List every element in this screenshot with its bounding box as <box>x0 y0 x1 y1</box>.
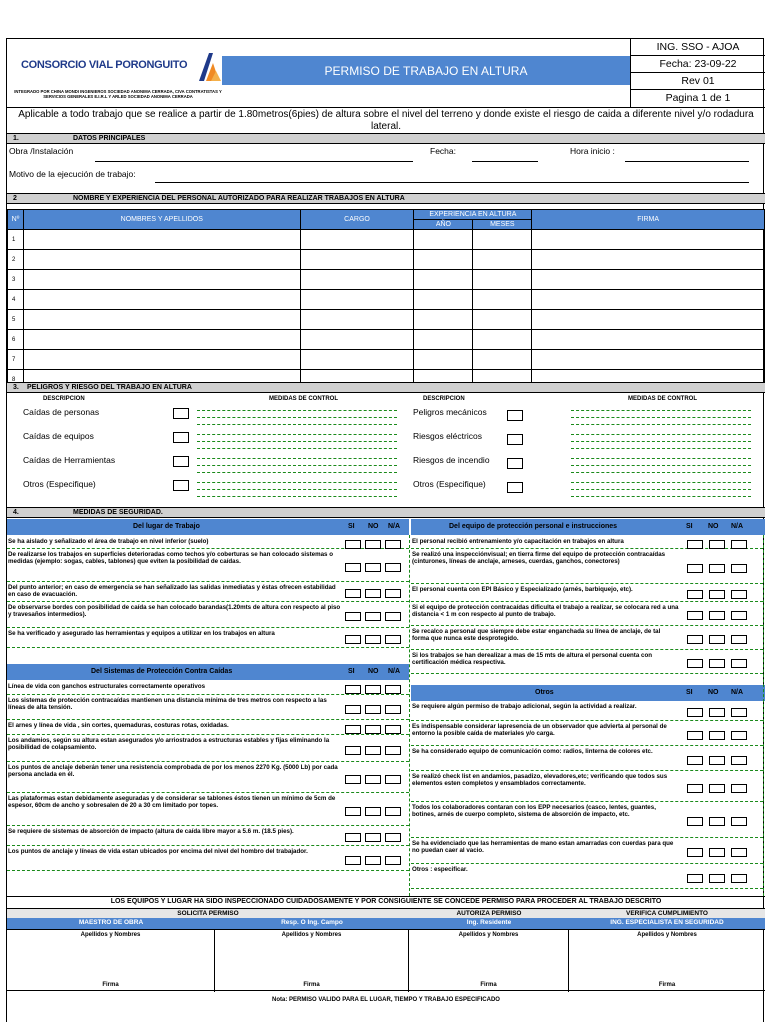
control-measure-line[interactable] <box>571 410 751 411</box>
na-checkbox[interactable] <box>731 564 747 573</box>
control-measure-line[interactable] <box>571 496 751 497</box>
hazard-checkbox[interactable] <box>173 456 189 467</box>
validity-note: Nota: PERMISO VALIDO PARA EL LUGAR, TIEMPO Y TRABAJO ESPECIFICADO <box>272 997 500 1003</box>
no-checkbox[interactable] <box>365 635 381 644</box>
meta-page: Pagina 1 de 1 <box>665 92 731 104</box>
company-logo <box>11 47 223 105</box>
no-checkbox[interactable] <box>709 784 725 793</box>
signature-box[interactable]: Apellidos y Nombres Firma <box>409 930 569 992</box>
na-checkbox[interactable] <box>385 589 401 598</box>
na-checkbox[interactable] <box>385 635 401 644</box>
control-measure-line[interactable] <box>571 458 751 459</box>
si-checkbox[interactable] <box>345 856 361 865</box>
proteccion-header: Del Sistemas de Protección Contra Caídas SI NO N/A <box>7 664 409 680</box>
no-checkbox[interactable] <box>709 874 725 883</box>
logo-mark-icon <box>189 49 223 83</box>
no-checkbox[interactable] <box>365 856 381 865</box>
hazard-label: Caídas de equipos <box>23 431 94 441</box>
measure-item: Si el equipo de protección contracaídas dificulta el trabajo a realizar, se colocara red a una distancia < 1 m con respecto al punto de trabajo. <box>411 602 763 626</box>
hazard-label: Caídas de Herramientas <box>23 455 116 465</box>
motivo-field[interactable] <box>155 182 749 183</box>
personnel-table <box>7 209 765 390</box>
col-firma: FIRMA <box>532 210 765 230</box>
measure-item: Si los trabajos se han derealizar a mas de 15 mts de altura el personal cuenta con certificación médica respectiva. <box>411 650 763 674</box>
measure-item: Se recalco a personal que siempre debe estar enganchada su línea de anclaje, de tal forma que nunca este desprotegido. <box>411 626 763 650</box>
col-names: NOMBRES Y APELLIDOS <box>23 210 300 230</box>
hora-field[interactable] <box>625 161 749 162</box>
hazard-checkbox[interactable] <box>173 408 189 419</box>
si-checkbox[interactable] <box>345 563 361 572</box>
no-checkbox[interactable] <box>709 848 725 857</box>
measure-item: Todos los colaboradores contaran con los EPP necesarios (casco, lentes, guantes, botines, arnés de cuerpo completo, sistema de absorción de impacto, etc. <box>411 802 763 838</box>
desc-header-right: DESCRIPCION <box>423 396 465 402</box>
hazard-checkbox[interactable] <box>507 458 523 469</box>
control-measure-line[interactable] <box>197 410 397 411</box>
na-checkbox[interactable] <box>385 746 401 755</box>
control-measure-line[interactable] <box>571 441 751 442</box>
no-checkbox[interactable] <box>709 731 725 740</box>
na-checkbox[interactable] <box>731 817 747 826</box>
section-3-title: PELIGROS Y RIESGO DEL TRABAJO EN ALTURA <box>27 384 192 391</box>
col-experience: EXPERIENCIA EN ALTURA <box>414 210 532 220</box>
medidas-header-right: MEDIDAS DE CONTROL <box>628 396 697 402</box>
na-checkbox[interactable] <box>731 874 747 883</box>
na-checkbox[interactable] <box>731 784 747 793</box>
no-checkbox[interactable] <box>365 685 381 694</box>
hazard-checkbox[interactable] <box>173 432 189 443</box>
control-measure-line[interactable] <box>197 496 397 497</box>
equipo-header: Del equipo de protección personal e instrucciones SI NO N/A <box>411 519 765 535</box>
si-checkbox[interactable] <box>687 708 703 717</box>
table-row: 7 <box>8 350 765 370</box>
na-checkbox[interactable] <box>385 705 401 714</box>
no-checkbox[interactable] <box>365 746 381 755</box>
na-checkbox[interactable] <box>731 590 747 599</box>
fecha-label: Fecha: <box>430 146 456 156</box>
table-row: 4 <box>8 290 765 310</box>
na-checkbox[interactable] <box>731 659 747 668</box>
no-checkbox[interactable] <box>709 708 725 717</box>
meta-revision: Rev 01 <box>631 73 765 90</box>
lugar-header: Del lugar de Trabajo SI NO N/A <box>7 519 409 535</box>
measure-item: De observarse bordes con posibilidad de caída se han colocado barandas(1.20mts de altura con respecto al piso y travesaños intermedios). <box>7 602 409 628</box>
control-measure-line[interactable] <box>197 465 397 466</box>
role-resp-campo: Resp. O Ing. Campo <box>281 919 343 926</box>
measure-item: Es indispensable considerar lapresencia de un observador que advierta al personal de entorno la posible caída de materiales y/o carga. <box>411 721 763 746</box>
hazard-label: Otros (Especifique) <box>413 479 486 489</box>
document-title: PERMISO DE TRABAJO EN ALTURA <box>222 56 630 85</box>
si-checkbox[interactable] <box>687 540 703 549</box>
no-checkbox[interactable] <box>365 807 381 816</box>
no-checkbox[interactable] <box>365 589 381 598</box>
section-4-title: MEDIDAS DE SEGURIDAD. <box>73 509 163 516</box>
hazard-checkbox[interactable] <box>173 480 189 491</box>
col-number: Nº <box>8 210 24 230</box>
signature-groups <box>7 908 765 918</box>
table-row: 1 <box>8 230 765 250</box>
col-months: MESES <box>473 220 532 230</box>
autoriza-label: AUTORIZA PERMISO <box>456 910 522 917</box>
permit-form <box>6 38 764 1022</box>
measure-item: Se realizó una inspecciónvisual; en tierra firme del equipo de protección contracaídas (cinturones, líneas de anclaje, arneses, cuerdas, ganchos, conectores) <box>411 549 763 584</box>
si-checkbox[interactable] <box>345 540 361 549</box>
role-residente: Ing. Residente <box>466 919 512 926</box>
measure-item: Se ha evidenciado que las herramientas de mano estan amarradas con cuerdas para que no puedan caer al vacio. <box>411 838 763 864</box>
control-measure-line[interactable] <box>197 458 397 459</box>
motivo-label: Motivo de la ejecución de trabajo: <box>9 169 136 179</box>
role-seguridad: ING. ESPECIALISTA EN SEGURIDAD <box>610 919 724 926</box>
measure-item: Los andamios, según su altura estan asegurados y/o arriostrados a estructuras estables y fijas eliminando la posibilidad de colapsamiento. <box>7 735 409 762</box>
si-checkbox[interactable] <box>345 725 361 734</box>
section-2-header: 2 NOMBRE Y EXPERIENCIA DEL PERSONAL AUTORIZADO PARA REALIZAR TRABAJOS EN ALTURA <box>7 193 765 204</box>
hazard-label: Riesgos de incendio <box>413 455 490 465</box>
measure-item: El personal cuenta con EPI Básico y Especializado (arnés, barbiquejo, etc). <box>411 584 763 602</box>
section-1-header: 1. DATOS PRINCIPALES <box>7 133 765 144</box>
si-checkbox[interactable] <box>687 611 703 620</box>
control-measure-line[interactable] <box>571 465 751 466</box>
si-checkbox[interactable] <box>687 817 703 826</box>
measure-item: Se ha considerado equipo de comunicación como: radios, linterna de colores etc. <box>411 746 763 771</box>
measure-item: Otros : especificar. <box>411 864 763 889</box>
table-row: 6 <box>8 330 765 350</box>
solicita-label: SOLICITA PERMISO <box>177 910 239 917</box>
form-header <box>7 39 765 107</box>
hazard-checkbox[interactable] <box>507 482 523 493</box>
no-checkbox[interactable] <box>709 817 725 826</box>
measure-item: Los sistemas de protección contracaídas mantienen una distancia mínima de tres metros con respecto a las líneas de alta tensión. <box>7 695 409 720</box>
measure-item: De realizarse los trabajos en superficies deterioradas como techos y/o coberturas se han colocado sistemas o medidas (ejemplo: sogas, cables, tablones) que eviten la posibilidad de caídas. <box>7 549 409 582</box>
hazard-checkbox[interactable] <box>507 434 523 445</box>
measure-item: Se ha verificado y asegurado las herramientas y equipos a utilizar en los trabajos en altura <box>7 628 409 648</box>
na-checkbox[interactable] <box>385 856 401 865</box>
column-divider <box>409 535 410 896</box>
medidas-header-left: MEDIDAS DE CONTROL <box>269 396 338 402</box>
na-checkbox[interactable] <box>731 540 747 549</box>
measure-item: Los puntos de anclaje y líneas de vida estan ubicados por encima del nivel del hombro del trabajador. <box>7 846 409 871</box>
control-measure-line[interactable] <box>197 448 397 449</box>
hazard-label: Peligros mecánicos <box>413 407 487 417</box>
hazard-label: Caídas de personas <box>23 407 100 417</box>
measure-item: Se ha aislado y señalizado el área de trabajo en nivel inferior (suelo) <box>7 536 409 549</box>
hazard-label: Otros (Especifique) <box>23 479 96 489</box>
otros-header: Otros SI NO N/A <box>411 685 765 701</box>
signature-box[interactable]: Apellidos y Nombres Firma <box>7 930 215 992</box>
signature-box[interactable]: Apellidos y Nombres Firma <box>215 930 409 992</box>
na-checkbox[interactable] <box>385 563 401 572</box>
na-checkbox[interactable] <box>385 685 401 694</box>
si-checkbox[interactable] <box>345 807 361 816</box>
scope-text: Aplicable a todo trabajo que se realice a partir de 1.80metros(6pies) de altura sobre el nivel del terreno y donde existe el riesgo de caida a diferente nivel y/o rodadura lateral. <box>7 107 765 133</box>
signature-box[interactable]: Apellidos y Nombres Firma <box>637 932 697 988</box>
control-measure-line[interactable] <box>197 424 397 425</box>
si-checkbox[interactable] <box>345 685 361 694</box>
na-checkbox[interactable] <box>731 731 747 740</box>
company-name: CONSORCIO VIAL PORONGUITO <box>21 59 188 71</box>
si-checkbox[interactable] <box>687 564 703 573</box>
si-checkbox[interactable] <box>687 784 703 793</box>
obra-label: Obra /Instalación <box>9 146 74 156</box>
si-checkbox[interactable] <box>345 746 361 755</box>
company-subtitle: INTEGRADO POR CHINA MONDI INGENIEROS SOCIEDAD ANONIMA CERRADA, CIVA CONTRATISTAS Y SERVICIOS GENERALES E.I.R.L Y ARLED SOCIEDAD ANONIMA CERRADA <box>14 89 222 99</box>
na-checkbox[interactable] <box>385 725 401 734</box>
si-checkbox[interactable] <box>345 833 361 842</box>
control-measure-line[interactable] <box>197 441 397 442</box>
no-checkbox[interactable] <box>709 590 725 599</box>
column-divider <box>763 535 764 896</box>
na-checkbox[interactable] <box>385 540 401 549</box>
no-checkbox[interactable] <box>365 775 381 784</box>
section-4-header: 4. MEDIDAS DE SEGURIDAD. <box>7 507 765 518</box>
measure-item: El arnes y línea de vida , sin cortes, quemaduras, costuras rotas, oxidadas. <box>7 720 409 735</box>
table-row: 8 <box>8 370 765 390</box>
section-2-title: NOMBRE Y EXPERIENCIA DEL PERSONAL AUTORIZADO PARA REALIZAR TRABAJOS EN ALTURA <box>73 195 405 202</box>
no-checkbox[interactable] <box>365 705 381 714</box>
section-3-header: 3. PELIGROS Y RIESGO DEL TRABAJO EN ALTURA <box>7 382 765 393</box>
no-checkbox[interactable] <box>365 725 381 734</box>
measure-item: Las plataformas estan debidamente aseguradas y de considerar se tablones éstos tienen un mínimo de 5cm de espesor, 60cm de ancho y sobresalen de 20 a 30 cm limitado por topes. <box>7 793 409 826</box>
si-checkbox[interactable] <box>687 635 703 644</box>
table-row: 3 <box>8 270 765 290</box>
control-measure-line[interactable] <box>571 482 751 483</box>
no-checkbox[interactable] <box>709 756 725 765</box>
signature-area <box>7 929 765 991</box>
si-checkbox[interactable] <box>687 756 703 765</box>
control-measure-line[interactable] <box>571 424 751 425</box>
control-measure-line[interactable] <box>197 482 397 483</box>
no-checkbox[interactable] <box>709 564 725 573</box>
no-checkbox[interactable] <box>709 611 725 620</box>
verifica-label: VERIFICA CUMPLIMIENTO <box>626 910 708 917</box>
si-checkbox[interactable] <box>687 874 703 883</box>
col-cargo: CARGO <box>300 210 414 230</box>
signature-roles <box>7 918 765 929</box>
si-checkbox[interactable] <box>345 635 361 644</box>
no-checkbox[interactable] <box>365 833 381 842</box>
no-checkbox[interactable] <box>365 540 381 549</box>
control-measure-line[interactable] <box>197 417 397 418</box>
si-checkbox[interactable] <box>687 659 703 668</box>
na-checkbox[interactable] <box>385 612 401 621</box>
no-checkbox[interactable] <box>709 635 725 644</box>
na-checkbox[interactable] <box>731 708 747 717</box>
na-checkbox[interactable] <box>385 775 401 784</box>
measure-item: Se requiere algún permiso de trabajo adicional, según la actividad a realizar. <box>411 701 763 721</box>
na-checkbox[interactable] <box>731 611 747 620</box>
hazard-label: Riesgos eléctricos <box>413 431 482 441</box>
col-year: AÑO <box>414 220 473 230</box>
no-checkbox[interactable] <box>365 612 381 621</box>
section-1-title: DATOS PRINCIPALES <box>73 135 146 142</box>
role-maestro: MAESTRO DE OBRA <box>78 919 144 926</box>
meta-code: ING. SSO - AJOA <box>631 39 765 56</box>
control-measure-line[interactable] <box>197 434 397 435</box>
si-checkbox[interactable] <box>687 731 703 740</box>
hora-label: Hora inicio : <box>570 146 615 156</box>
measure-item: Se realizó check list en andamios, pasadizo, elevadores,etc; verificando que todos sus elementos esten completos y ensamblados correctamente. <box>411 771 763 802</box>
hazard-checkbox[interactable] <box>507 410 523 421</box>
no-checkbox[interactable] <box>709 659 725 668</box>
measure-item: Del punto anterior; en caso de emergencia se han señalizado las salidas inmediatas y éstas ofrecen estabilidad en caso de evacuación. <box>7 582 409 602</box>
table-row: 5 <box>8 310 765 330</box>
measure-item: Línea de vida con ganchos estructurales correctamente operativos <box>7 681 409 695</box>
fecha-field[interactable] <box>472 161 538 162</box>
obra-field[interactable] <box>95 161 413 162</box>
na-checkbox[interactable] <box>731 848 747 857</box>
control-measure-line[interactable] <box>571 472 751 473</box>
meta-date: Fecha: 23-09-22 <box>631 56 765 73</box>
control-measure-line[interactable] <box>571 417 751 418</box>
measure-item: Los puntos de anclaje deberán tener una resistencia comprobada de por los menos 2270 Kg. (5000 Lb) por cada persona anclada en él. <box>7 762 409 793</box>
na-checkbox[interactable] <box>731 756 747 765</box>
control-measure-line[interactable] <box>571 448 751 449</box>
si-checkbox[interactable] <box>345 705 361 714</box>
document-meta <box>630 39 765 107</box>
na-checkbox[interactable] <box>731 635 747 644</box>
measure-item: El personal recibió entrenamiento y/o capacitación en trabajos en altura <box>411 536 763 549</box>
no-checkbox[interactable] <box>365 563 381 572</box>
control-measure-line[interactable] <box>197 472 397 473</box>
na-checkbox[interactable] <box>385 833 401 842</box>
conformity-statement: LOS EQUIPOS Y LUGAR HA SIDO INSPECCIONADO CUIDADOSAMENTE Y POR CONSIGUIENTE SE CONCEDE PERMISO PARA PROCEDER AL TRABAJO DESCRITO <box>7 896 765 907</box>
control-measure-line[interactable] <box>571 489 751 490</box>
si-checkbox[interactable] <box>687 590 703 599</box>
na-checkbox[interactable] <box>385 807 401 816</box>
si-checkbox[interactable] <box>345 612 361 621</box>
control-measure-line[interactable] <box>571 434 751 435</box>
no-checkbox[interactable] <box>709 540 725 549</box>
table-row: 2 <box>8 250 765 270</box>
si-checkbox[interactable] <box>345 589 361 598</box>
si-checkbox[interactable] <box>687 848 703 857</box>
si-checkbox[interactable] <box>345 775 361 784</box>
desc-header-left: DESCRIPCION <box>43 396 85 402</box>
measure-item: Se requiere de sistemas de absorción de impacto (altura de caída libre mayor a 5.6 m. (18.5 pies). <box>7 826 409 846</box>
control-measure-line[interactable] <box>197 489 397 490</box>
